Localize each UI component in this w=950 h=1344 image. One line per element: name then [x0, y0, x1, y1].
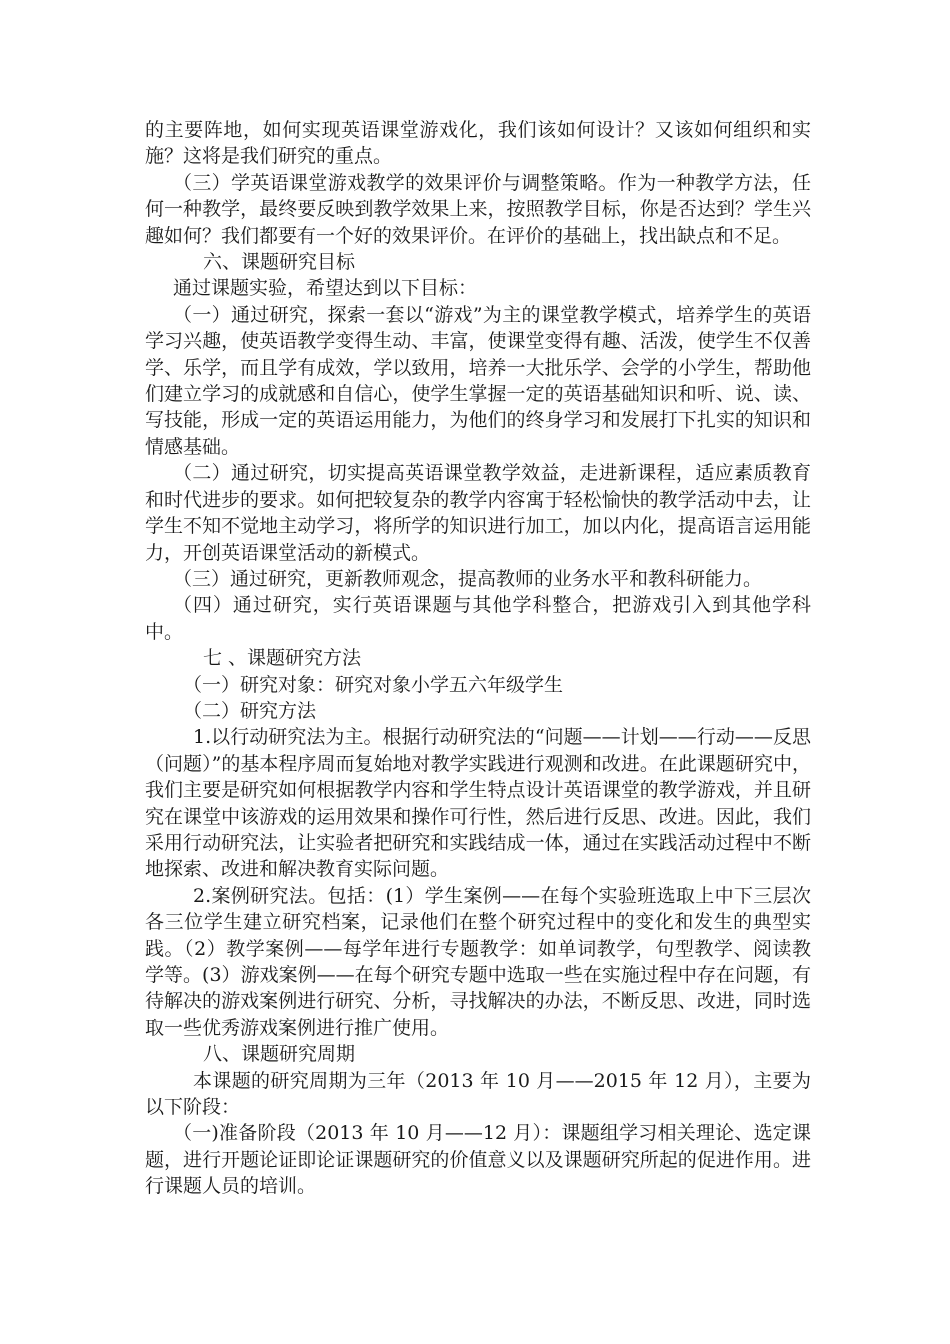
paragraph-period-intro: 本课题的研究周期为三年（2013 年 10 月——2015 年 12 月），主要为以下阶段：: [145, 1069, 811, 1119]
section-heading-research-goals: 六、课题研究目标: [203, 251, 356, 274]
paragraph-goal-4: （四）通过研究，实行英语课题与其他学科整合，把游戏引入到其他学科中。: [145, 594, 811, 643]
paragraph-goal-1: （一）通过研究，探索一套以“游戏”为主的课堂教学模式，培养学生的英语学习兴趣，使英语教学变得生动、丰富，使课堂变得有趣、活泼，使学生不仅善学、乐学，而且学有成效，学以致用，培养一大批乐学、会学的小学生，帮助他们建立学习的成就感和自信心，使学生掌握一定的英语基础知识和听、说、读、写技能，形成一定的英语运用能力，为他们的终身学习和发展打下扎实的知识和情感基础。: [145, 303, 811, 458]
section-heading-research-period: 八、课题研究周期: [203, 1043, 356, 1066]
paragraph-research-subjects: （一）研究对象：研究对象小学五六年级学生: [183, 673, 564, 696]
paragraph-preparation-stage: （一)准备阶段（2013 年 10 月——12 月）：课题组学习相关理论、选定课题，进行开题论证即论证课题研究的价值意义以及课题研究所起的促进作用。进行课题人员的培训。: [145, 1122, 811, 1198]
paragraph-goals-intro: 通过课题实验，希望达到以下目标：: [173, 277, 478, 300]
paragraph-continuation: 的主要阵地，如何实现英语课堂游戏化，我们该如何设计？又该如何组织和实施？这将是我们研究的重点。: [145, 119, 811, 168]
paragraph-evaluation-strategy: （三）学英语课堂游戏教学的效果评价与调整策略。作为一种教学方法，任何一种教学，最终要反映到教学效果上来，按照教学目标，你是否达到？学生兴趣如何？我们都要有一个好的效果评价。在评价的基础上，找出缺点和不足。: [145, 171, 811, 247]
document-page: [145, 117, 811, 1200]
section-heading-research-methods: 七 、课题研究方法: [203, 647, 362, 670]
paragraph-goal-2: （二）通过研究，切实提高英语课堂教学效益，走进新课程，适应素质教育和时代进步的要求。如何把较复杂的教学内容寓于轻松愉快的教学活动中去，让学生不知不觉地主动学习，将所学的知识进行加工，加以内化，提高语言运用能力，开创英语课堂活动的新模式。: [145, 462, 811, 564]
paragraph-goal-3: （三）通过研究，更新教师观念，提高教师的业务水平和教科研能力。: [173, 567, 763, 590]
paragraph-case-study: 2.案例研究法。包括：(1）学生案例——在每个实验班选取上中下三层次各三位学生建立研究档案，记录他们在整个研究过程中的变化和发生的典型实践。（2）教学案例——每学年进行专题教学：如单词教学，句型教学、阅读教学等。(3）游戏案例——在每个研究专题中选取一些在实施过程中存在问题，有待解决的游戏案例进行研究、分析，寻找解决的办法，不断反思、改进，同时选取一些优秀游戏案例进行推广使用。: [145, 884, 811, 1039]
paragraph-action-research: 1.以行动研究法为主。根据行动研究法的“问题——计划——行动——反思（问题）”的基本程序周而复始地对教学实践进行观测和改进。在此课题研究中，我们主要是研究如何根据教学内容和学生特点设计英语课堂的教学游戏，并且研究在课堂中该游戏的运用效果和操作可行性，然后进行反思、改进。因此，我们采用行动研究法，让实验者把研究和实践结成一体，通过在实践活动过程中不断地探索、改进和解决教育实际问题。: [145, 726, 811, 881]
paragraph-methods-label: （二）研究方法: [183, 699, 317, 722]
